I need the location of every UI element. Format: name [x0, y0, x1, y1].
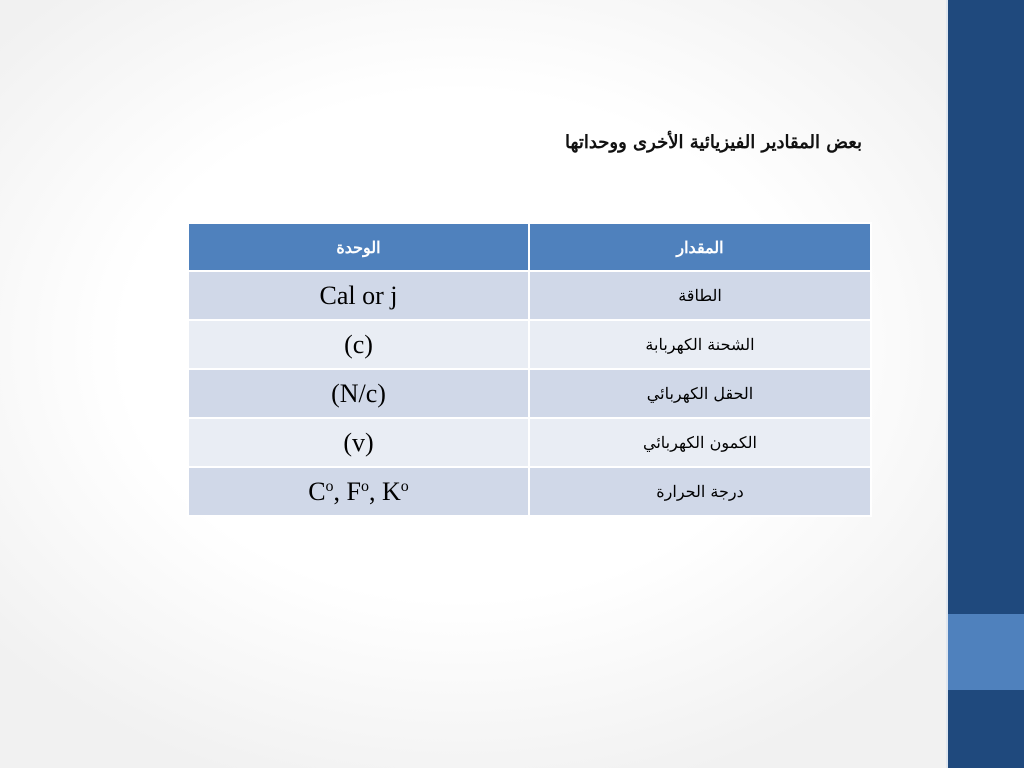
- table-row: [188, 320, 871, 369]
- quantity-cell: درجة الحرارة: [529, 467, 871, 516]
- table-header-row: [188, 223, 871, 271]
- unit-cell: (c): [188, 320, 529, 369]
- table-row: [188, 369, 871, 418]
- quantity-cell: الشحنة الكهربابة: [529, 320, 871, 369]
- quantity-cell: الكمون الكهربائي: [529, 418, 871, 467]
- degree-mark: o: [400, 477, 409, 495]
- header-quantity: المقدار: [529, 223, 871, 271]
- unit-cell: Cal or j: [188, 271, 529, 320]
- degree-mark: o: [325, 477, 334, 495]
- table-row: [188, 418, 871, 467]
- quantity-cell: الحقل الكهربائي: [529, 369, 871, 418]
- unit-cell-temperature: [188, 467, 529, 516]
- unit-symbol-c: C: [308, 476, 326, 506]
- side-accent-block: [948, 614, 1024, 690]
- unit-symbol-k: , K: [369, 476, 401, 506]
- slide-title: بعض المقادير الفيزيائية الأخرى ووحداتها: [565, 132, 862, 153]
- quantity-cell: الطاقة: [529, 271, 871, 320]
- header-unit: الوحدة: [188, 223, 529, 271]
- table-row: [188, 467, 871, 516]
- unit-cell: (v): [188, 418, 529, 467]
- units-table: [187, 222, 872, 517]
- unit-cell: (N/c): [188, 369, 529, 418]
- table-row: [188, 271, 871, 320]
- unit-symbol-f: , F: [333, 476, 362, 506]
- degree-mark: o: [361, 477, 370, 495]
